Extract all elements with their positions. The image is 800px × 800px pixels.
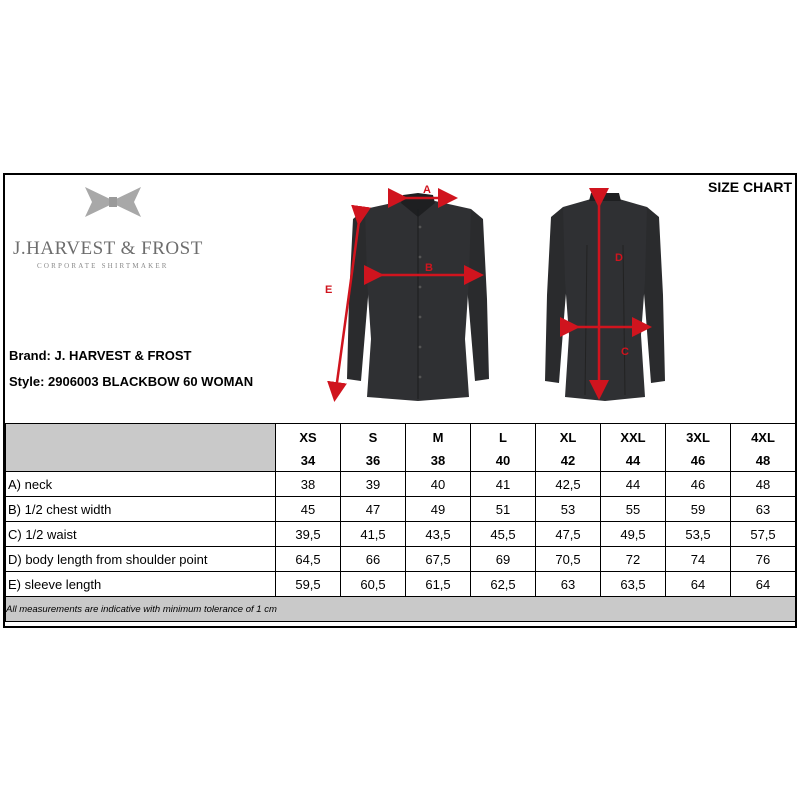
- size-column-xs: XS 34: [276, 424, 341, 472]
- measurement-value: 64: [666, 572, 731, 597]
- table-row: [6, 472, 796, 497]
- note-row: [6, 597, 796, 622]
- bow-tie-icon: [83, 185, 143, 219]
- shirt-front-diagram: [323, 179, 513, 411]
- measurement-value: 66: [341, 547, 406, 572]
- size-chart-frame: [3, 173, 797, 628]
- measurement-value: 47,5: [536, 522, 601, 547]
- measurement-value: 59: [666, 497, 731, 522]
- measurement-label: C) 1/2 waist: [6, 522, 276, 547]
- measurement-value: 49,5: [601, 522, 666, 547]
- measurement-value: 55: [601, 497, 666, 522]
- label-a: A: [423, 184, 431, 196]
- measurement-value: 62,5: [471, 572, 536, 597]
- measurement-value: 46: [666, 472, 731, 497]
- measurement-value: 64,5: [276, 547, 341, 572]
- measurement-value: 39: [341, 472, 406, 497]
- label-c: C: [621, 346, 629, 358]
- tolerance-note: All measurements are indicative with minimum tolerance of 1 cm: [6, 597, 796, 622]
- size-column-s: S 36: [341, 424, 406, 472]
- measurement-value: 70,5: [536, 547, 601, 572]
- measurement-value: 53,5: [666, 522, 731, 547]
- style-line: Style: 2906003 BLACKBOW 60 WOMAN: [9, 374, 254, 389]
- size-column-xxl: XXL 44: [601, 424, 666, 472]
- measurement-value: 40: [406, 472, 471, 497]
- measurement-value: 57,5: [731, 522, 796, 547]
- measurement-label: E) sleeve length: [6, 572, 276, 597]
- label-e: E: [325, 284, 333, 296]
- measurement-label: D) body length from shoulder point: [6, 547, 276, 572]
- size-chart-header: [5, 175, 795, 423]
- size-table: [5, 423, 796, 622]
- measurement-value: 60,5: [341, 572, 406, 597]
- measurement-label: A) neck: [6, 472, 276, 497]
- label-d: D: [615, 252, 623, 264]
- table-row: [6, 572, 796, 597]
- shirt-back-diagram: [535, 185, 675, 411]
- measurement-value: 44: [601, 472, 666, 497]
- measurement-value: 41: [471, 472, 536, 497]
- measurement-value: 63,5: [601, 572, 666, 597]
- measurement-value: 76: [731, 547, 796, 572]
- measurement-value: 64: [731, 572, 796, 597]
- size-column-4xl: 4XL 48: [731, 424, 796, 472]
- table-row: [6, 497, 796, 522]
- header-blank-cell: [6, 424, 276, 472]
- measurement-label: B) 1/2 chest width: [6, 497, 276, 522]
- size-column-3xl: 3XL 46: [666, 424, 731, 472]
- measurement-value: 42,5: [536, 472, 601, 497]
- table-row: [6, 547, 796, 572]
- brand-line: Brand: J. HARVEST & FROST: [9, 348, 192, 363]
- brand-logo: [9, 183, 219, 273]
- logo-tagline: CORPORATE SHIRTMAKER: [37, 262, 169, 270]
- measurement-value: 41,5: [341, 522, 406, 547]
- measurement-value: 72: [601, 547, 666, 572]
- measurement-value: 51: [471, 497, 536, 522]
- measurement-value: 53: [536, 497, 601, 522]
- measurement-value: 45,5: [471, 522, 536, 547]
- measurement-value: 74: [666, 547, 731, 572]
- measurement-value: 38: [276, 472, 341, 497]
- size-chart-title: SIZE CHART: [708, 179, 792, 195]
- measurement-value: 63: [536, 572, 601, 597]
- measurement-value: 45: [276, 497, 341, 522]
- measurement-value: 43,5: [406, 522, 471, 547]
- size-header-row: [6, 424, 796, 472]
- size-column-xl: XL 42: [536, 424, 601, 472]
- measurement-value: 49: [406, 497, 471, 522]
- label-b: B: [425, 262, 433, 274]
- measurement-value: 39,5: [276, 522, 341, 547]
- measurement-value: 67,5: [406, 547, 471, 572]
- size-column-l: L 40: [471, 424, 536, 472]
- measurement-value: 69: [471, 547, 536, 572]
- logo-name: J.HARVEST & FROST: [13, 238, 203, 259]
- measurement-value: 63: [731, 497, 796, 522]
- measurement-value: 48: [731, 472, 796, 497]
- size-column-m: M 38: [406, 424, 471, 472]
- measurement-value: 47: [341, 497, 406, 522]
- measurement-value: 59,5: [276, 572, 341, 597]
- measurement-value: 61,5: [406, 572, 471, 597]
- table-row: [6, 522, 796, 547]
